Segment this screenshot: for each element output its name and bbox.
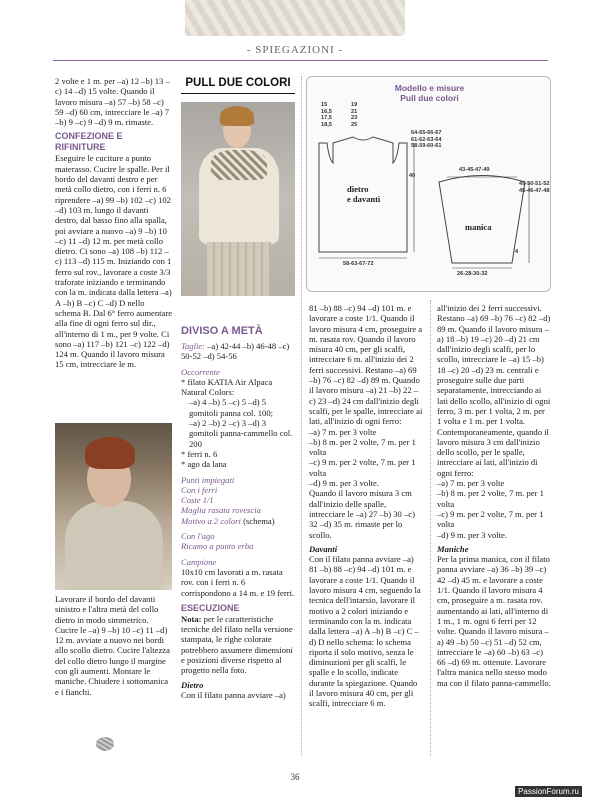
execution-heading: ESECUZIONE xyxy=(181,602,240,613)
sizes-label: Taglie: xyxy=(181,341,206,351)
sleeve-bottom-label: 26-28-30-32 xyxy=(457,271,488,277)
stitches-heading: Punti impiegati xyxy=(181,474,235,485)
stitch-1: Coste 1/1 xyxy=(181,495,214,506)
shoulder-width-labels: 19 21 23 25 xyxy=(351,102,358,128)
finishing-heading: CONFEZIONE E RIFINITURE xyxy=(55,131,123,153)
gauge-heading: Campione xyxy=(181,556,217,567)
stitch-2: Maglia rasata rovescia xyxy=(181,505,261,516)
note-text: per le caratteristiche tecniche del filato nella versione stampata, le righe colorate potrebbero assumere dimensioni e posizioni diverse rispetto al progetto nella foto. xyxy=(181,613,293,676)
sleeve-label: manica xyxy=(465,222,492,232)
col4-l1: –a) 7 m. per 3 volte xyxy=(437,478,505,489)
stitches-needles: Con i ferri xyxy=(181,484,218,495)
col4-p2: Per la prima manica, con il filato panna avviare –a) 36 –b) 39 –c) 42 –d) 45 m. e lavorare a coste 1/1. Quando il lavoro misura 4 cm, proseguire a m. rasata rov. aumentando ai lati, all'interno di 1 m., 1 m. ogni 6 ferri per 12 volte. Quando il lavoro misura –a) 49 –b) 50 –c) 51 –d) 52 cm, intrecciare le –a) 60 –b) 63 –c) 66 –d) 69 m. ottenute. Lavorare l'altra manica nello stesso modo ma con il filato panna-cammello. xyxy=(437,554,551,688)
pattern-title: PULL DUE COLORI xyxy=(185,77,291,89)
diagram-title-line1: Modello e misure xyxy=(394,83,465,93)
neck-width-labels: 15 16,5 17,5 18,5 xyxy=(321,102,332,128)
cuff-height-label: 4 xyxy=(515,249,519,255)
diagram-title-line2: Pull due colori xyxy=(400,93,459,103)
column-1 xyxy=(55,76,172,370)
column-separator xyxy=(301,76,302,756)
column-1-bottom xyxy=(55,594,172,697)
title-rule xyxy=(181,93,295,94)
header-rule xyxy=(53,60,548,61)
column-3 xyxy=(309,303,423,709)
back-text: Con il filato panna avviare –a) xyxy=(181,689,286,700)
col3-p3: Con il filato panna avviare –a) 81 –b) 88 –c) 94 –d) 101 m. e lavorare a coste 1/1. Quando il lavoro misura 4 cm, seguendo la tecnica dell'intarsio, lavorare il motivo a 2 colori iniziando e terminando con la m. indicata dalla lettera –a) A –b) B –c) C –d) D nello schema: lo schema riporta il solo motivo, senza le diminuzioni per gli scalfi, le spalle e lo scollo, indicate durante la spiegazione. Quando il lavoro misura 40 cm, per gli scalfi, intrecciare 6 m. xyxy=(309,554,421,709)
subtitle: DIVISO A METÀ xyxy=(181,325,263,337)
back-heading: Dietro xyxy=(181,679,204,690)
yarn-ball-icon xyxy=(96,737,114,751)
col3-l1: –a) 7 m. per 3 volte xyxy=(309,426,377,437)
materials-3: –a) 2 –b) 2 –c) 3 –d) 3 gomitoli panna-cammello col. 200 xyxy=(189,418,293,449)
schematic-diagram xyxy=(306,76,551,292)
needle-stitch: Ricamo a punto erba xyxy=(181,541,254,552)
sizes-value: –a) 42-44 –b) 46-48 –c) 50-52 –d) 54-56 xyxy=(181,341,290,362)
armhole-height-labels: 64-65-66-67 61-62-63-64 58-59-60-61 xyxy=(411,130,442,149)
stitch-3-note: (schema) xyxy=(240,515,275,526)
sleeve-top-label: 43-45-47-49 xyxy=(459,167,490,173)
col4-l3: –c) 9 m. per 2 volte, 7 m. per 1 volta xyxy=(437,508,544,530)
body-label: dietro e davanti xyxy=(347,184,381,204)
gauge-text: 10x10 cm lavorati a m. rasata rov. con i ferri n. 6 corrispondono a 14 m. e 19 ferri. xyxy=(181,566,295,598)
materials-5: * ago da lana xyxy=(181,459,227,470)
materials-2: –a) 4 –b) 5 –c) 5 –d) 5 gomitoli panna col. 100; xyxy=(189,397,274,418)
needle-heading: Con l'ago xyxy=(181,531,215,542)
section-header: - SPIEGAZIONI - xyxy=(246,44,344,56)
col4-l4: –d) 9 m. per 3 volte. xyxy=(437,529,507,540)
col4-p1: all'inizio dei 2 ferri successivi. Restano –a) 69 –b) 76 –c) 82 –d) 89 m. Quando il lavoro misura –a) 18 –b) 19 –c) 20 –d) 21 cm dall'inizio degli scalfi, per lo scollo, intrecciare le –a) 15 –b) 18 –c) 20 –d) 23 m. centrali e proseguire sulle due parti separatamente, intrecciando ai lati dello scollo, all'inizio di ogni ferro, 3 m. per 1 volta, 2 m. per 1 volta e 1 m. per 1 volta. Contemporaneamente, quando il lavoro misura 3 cm dall'inizio dello scollo, per le spalle, intrecciare ai lati, all'inizio di ogni ferro: xyxy=(437,303,551,478)
stitch-3: Motivo a 2 colori xyxy=(181,515,241,526)
watermark: PassionForum.ru xyxy=(515,786,582,797)
column-4 xyxy=(437,303,551,688)
column-separator xyxy=(430,300,431,756)
materials-1: * filato KATIA Air Alpaca Natural Colors: xyxy=(181,376,273,398)
materials-heading: Occorrente xyxy=(181,366,220,377)
sleeve-length-labels: 49-50-51-52 45-46-47-48 xyxy=(519,181,550,194)
column-2 xyxy=(181,326,296,700)
model-photo-sweater xyxy=(181,102,295,296)
model-photo-collar xyxy=(55,423,172,590)
body-height-label: 40 xyxy=(409,173,416,179)
col3-p2: Quando il lavoro misura 3 cm dall'inizio delle spalle, intrecciare le –a) 27 –b) 30 –c) 32 –d) 35 m. rimaste per lo scollo. xyxy=(309,488,415,540)
sleeves-heading: Maniche xyxy=(437,543,469,554)
col1-intro: 2 volte e 1 m. per –a) 12 –b) 13 –c) 14 –d) 15 volte. Quando il lavoro misura –a) 57 –b) 58 –c) 59 –d) 60 cm, intrecciare le –a) 7 –b) 9 –c) 9 –d) 9 m. rimaste. xyxy=(55,76,170,128)
body-width-label: 58-63-67-72 xyxy=(343,261,374,267)
col1-body: Eseguire le cuciture a punto materasso. Cucire le spalle. Per il bordo del davanti destro e per metà collo dietro, con i ferri n. 6 riprendere –a) 99 –b) 102 –c) 102 –d) 103 m. lungo il davanti destro, dal basso fino alla spalla, poi avviare a nuovo –a) 9 –b) 10 –c) 11 –d) 12 m. per metà collo dietro. Ci sono –a) 108 –b) 112 –c) 113 –d) 115 m. Iniziando con 1 ferro sul rov., lavorare a coste 3/3 traforate iniziando e terminando con la m. indicata dalla lettera –a) A –b) B –c) C –d) D nello schema B. Dal 6° ferro aumentare alla fine di ogni ferro sul dir., all'interno di 1 m., per 9 volte. Ci sono –a) 117 –b) 121 –c) 122 –d) 124 m. Quando il lavoro misura 15 cm, intrecciare le m. xyxy=(55,153,173,370)
col1-after-photo: Lavorare il bordo del davanti sinistro e l'altra metà del collo dietro in modo simmetrico. Cucire le –a) 9 –b) 10 –c) 11 –d) 12 m. avviate a nuovo nei bordi allo scollo dietro. Cucire l'altezza del collo dietro lungo il margine con gli aumenti. Montare le maniche. Chiudere i sottomanica e i fianchi. xyxy=(55,594,170,697)
note-label: Nota: xyxy=(181,613,202,624)
col3-l2: –b) 8 m. per 2 volte, 7 m. per 1 volta xyxy=(309,436,416,458)
col4-l2: –b) 8 m. per 2 volte, 7 m. per 1 volta xyxy=(437,488,544,509)
page-number: 36 xyxy=(290,772,300,782)
col3-l3: –c) 9 m. per 2 volte, 7 m. per 1 volta xyxy=(309,457,416,478)
materials-4: * ferri n. 6 xyxy=(181,448,218,459)
col3-l4: –d) 9 m. per 3 volte. xyxy=(309,478,379,489)
knit-texture-banner xyxy=(185,0,405,36)
col3-p1: 81 –b) 88 –c) 94 –d) 101 m. e lavorare a coste 1/1. Quando il lavoro misura 4 cm, proseguire a m. rasata rov. Quando il lavoro misura 40 cm, per gli scalfi, intrecciare 6 m. all'inizio dei 2 ferri successivi. Restano –a) 69 –b) 76 –c) 82 –d) 89 m. Quando il lavoro misura –a) 21 –b) 22 –c) 23 –d) 24 cm dall'inizio degli scalfi, per le spalle, intrecciare ai lati, all'inizio di ogni ferro: xyxy=(309,303,423,427)
front-heading: Davanti xyxy=(309,543,338,554)
